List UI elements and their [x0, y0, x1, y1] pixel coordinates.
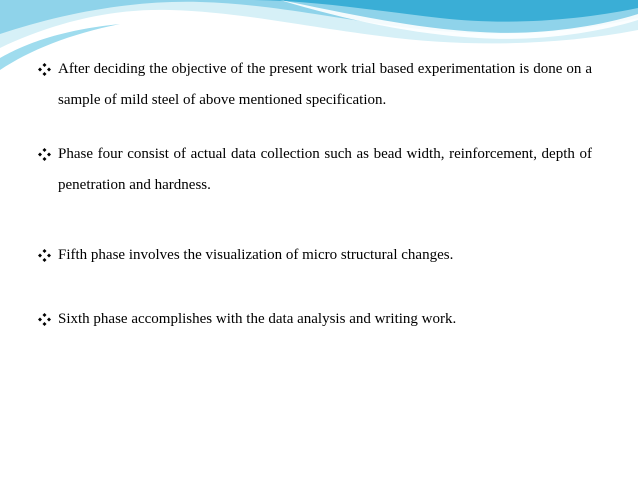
bullet-item [38, 304, 592, 335]
diamond-quad-icon [38, 313, 51, 326]
bullet-text: Sixth phase accomplishes with the data analysis and writing work. [58, 311, 457, 327]
bullet-list [38, 54, 592, 335]
diamond-quad-icon [38, 63, 51, 76]
bullet-text: Phase four consist of actual data collection such as bead width, reinforcement, depth of penetration and hardness. [58, 146, 592, 193]
bullet-text: Fifth phase involves the visualization of micro structural changes. [58, 247, 454, 263]
bullet-text: After deciding the objective of the present work trial based experimentation is done on a sample of mild steel of above mentioned specification. [58, 61, 592, 108]
diamond-quad-icon [38, 148, 51, 161]
bullet-item [38, 54, 592, 116]
bullet-item [38, 139, 592, 201]
bullet-item [38, 240, 592, 271]
diamond-quad-icon [38, 249, 51, 262]
